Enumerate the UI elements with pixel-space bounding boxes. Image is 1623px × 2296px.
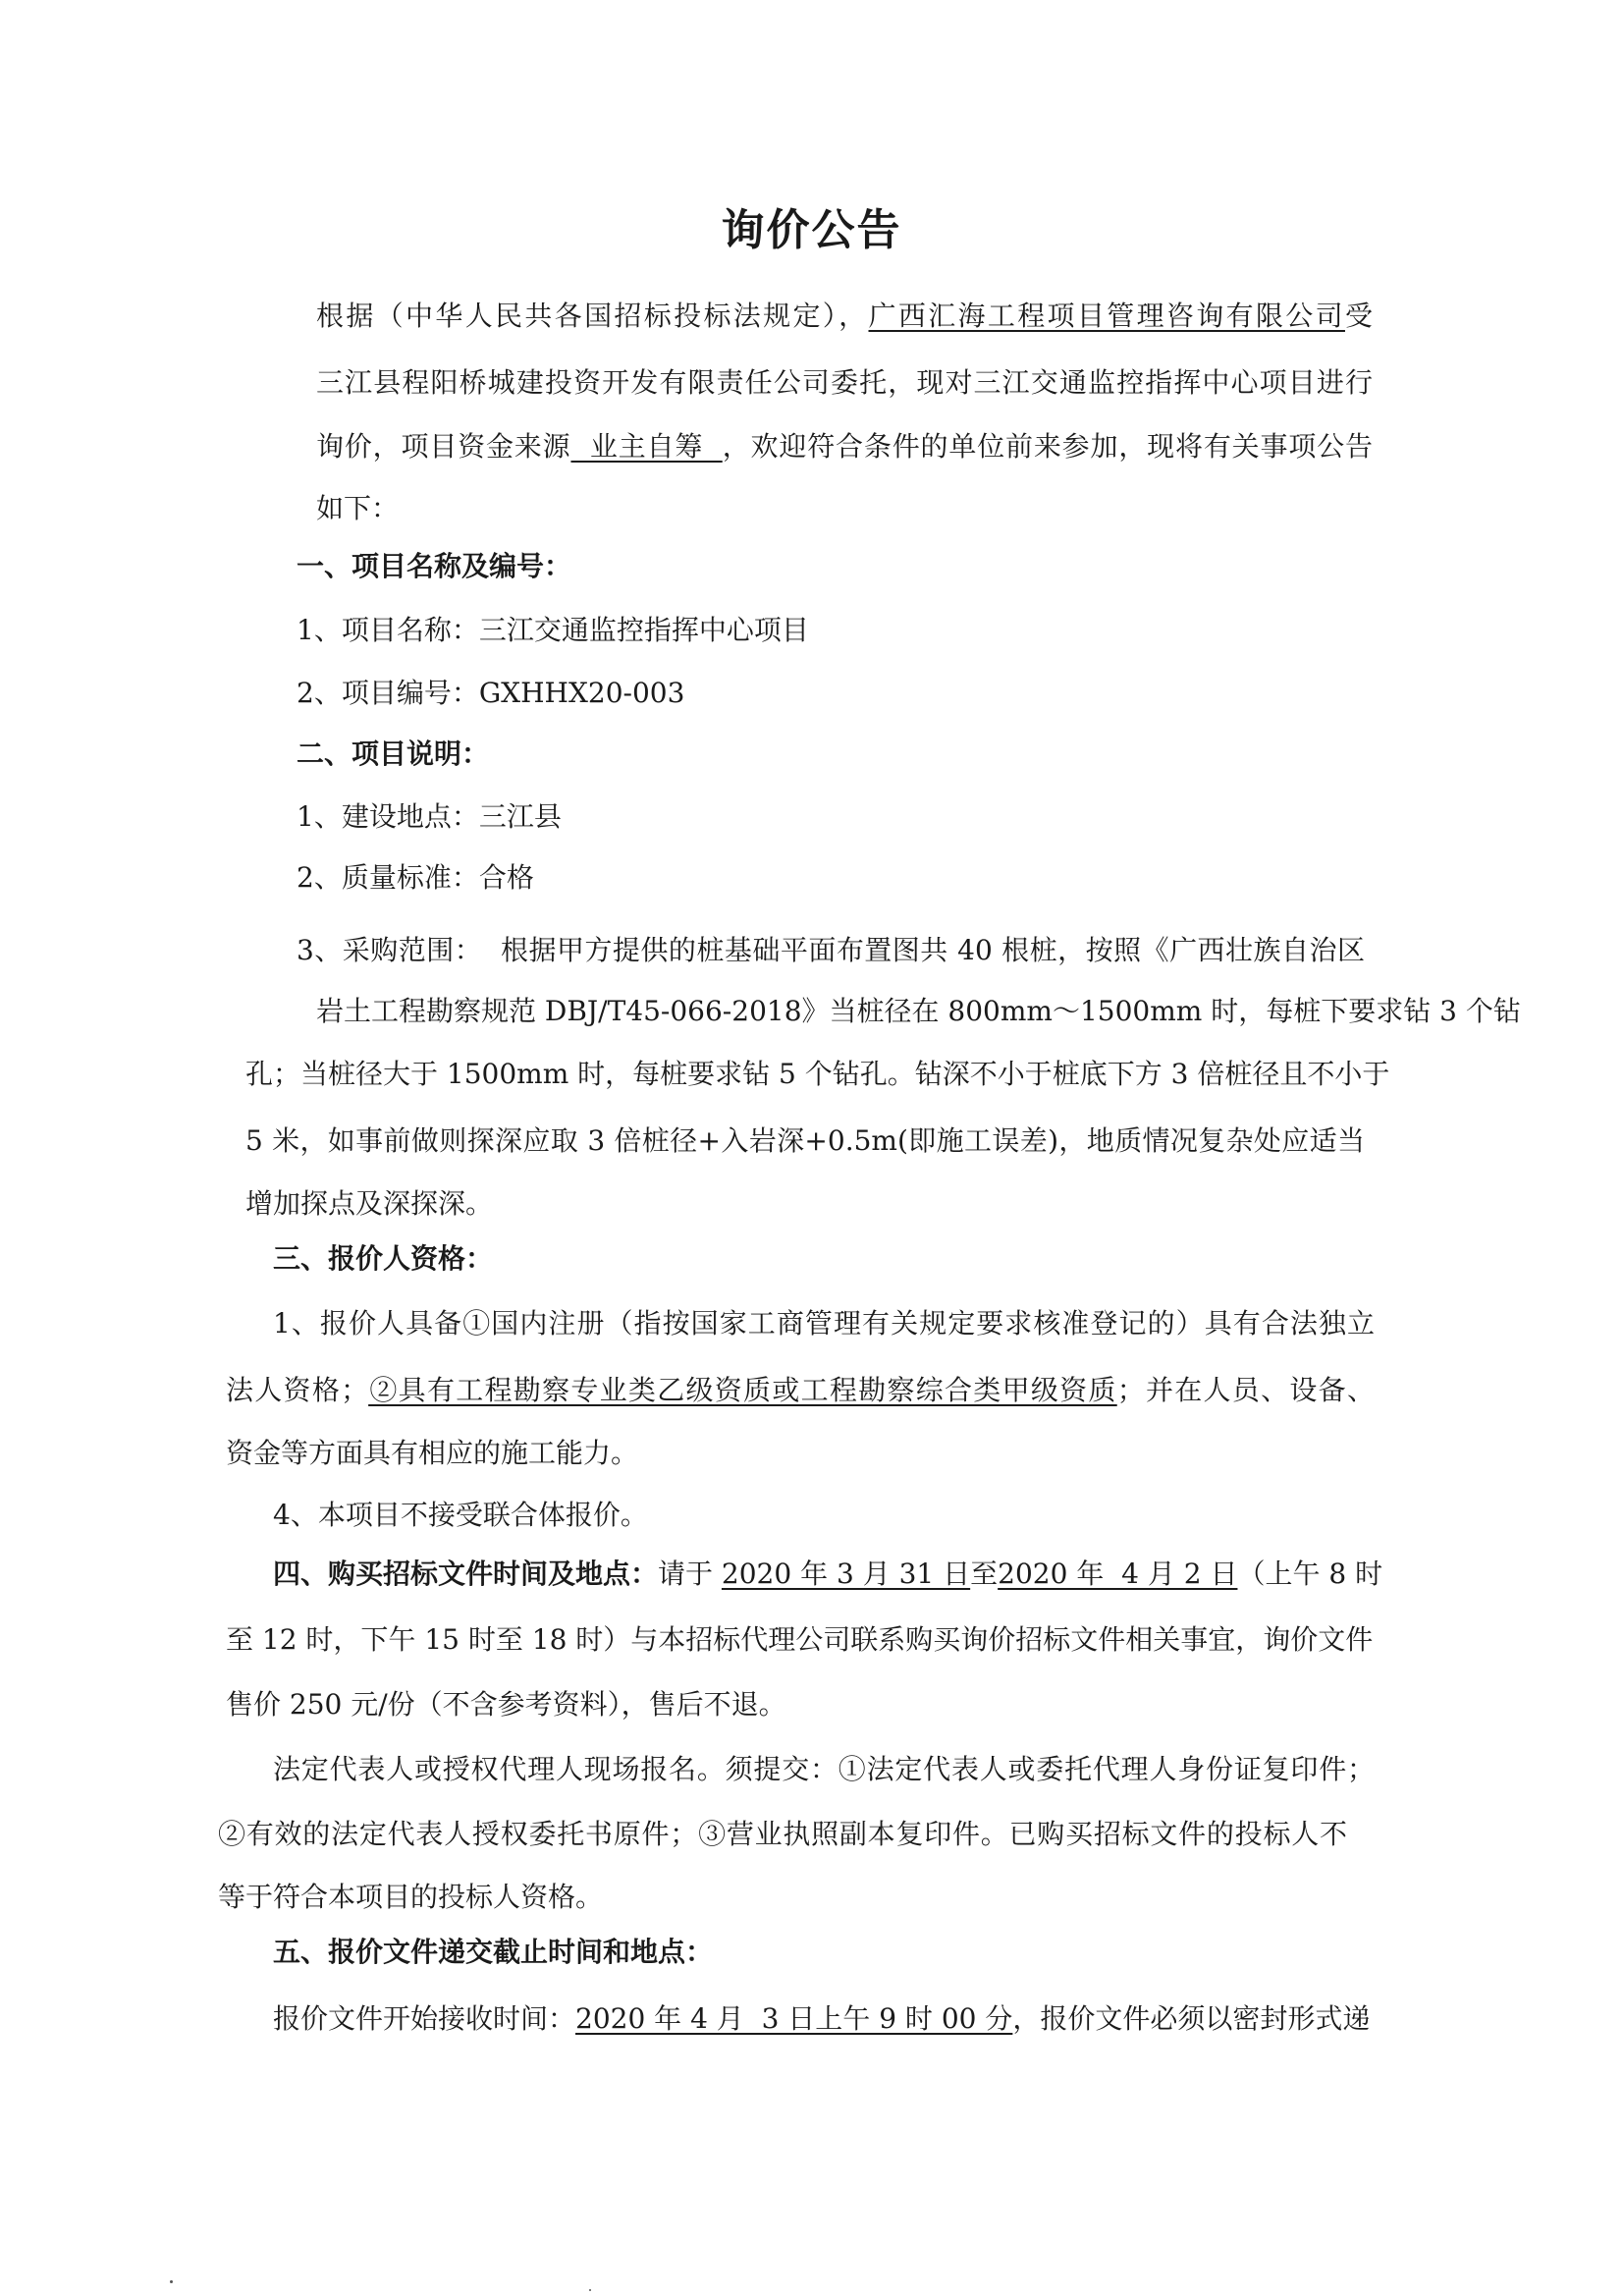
submission-text: 报价文件开始接收时间：: [273, 2002, 576, 2035]
section-5-heading: 五、报价文件递交截止时间和地点：: [273, 1936, 714, 1968]
qualification-text: 法人资格；: [226, 1374, 369, 1406]
qualification-text: ；并在人员、设备、: [1116, 1374, 1375, 1406]
section-2-heading: 二、项目说明：: [297, 738, 490, 770]
scope-line-3: 孔；当桩径大于 1500mm 时，每桩要求钻 5 个钻孔。钻深不小于桩底下方 3 倍桩径且不小于: [245, 1058, 1390, 1090]
scan-speck: [589, 2289, 591, 2291]
fund-source: 业主自筹: [570, 430, 723, 463]
intro-line-2: [316, 363, 1373, 403]
agency-name: 广西汇海工程项目管理咨询有限公司: [868, 300, 1345, 332]
purchase-line-1: [273, 1555, 1382, 1594]
project-code: 2、项目编号：GXHHX20-003: [297, 677, 685, 709]
intro-line-4: [316, 489, 399, 528]
qualification-line-3: 资金等方面具有相应的施工能力。: [226, 1437, 639, 1469]
scope-line-4: 5 米，如事前做则探深应取 3 倍桩径+入岩深+0.5m(即施工误差)，地质情况复杂处应适当: [245, 1124, 1365, 1157]
purchase-start-date: 2020 年 3 月 31 日: [721, 1558, 971, 1590]
section-3-heading: 三、报价人资格：: [273, 1242, 494, 1275]
purchase-text: 请于: [658, 1558, 722, 1590]
purchase-line-3: 售价 250 元/份（不含参考资料），售后不退。: [226, 1688, 786, 1721]
intro-text: 如下：: [316, 492, 400, 524]
scan-speck: [170, 2280, 173, 2283]
intro-line-3: [316, 427, 1373, 466]
intro-text: 受: [1344, 300, 1373, 332]
purchase-text: 至: [970, 1558, 999, 1590]
scope-line-2: 岩土工程勘察规范 DBJ/T45-066-2018》当桩径在 800mm～1500mm 时，每桩下要求钻 3 个钻: [316, 995, 1521, 1027]
qualification-level: ②具有工程勘察专业类乙级资质或工程勘察综合类甲级资质: [368, 1374, 1117, 1406]
intro-text: ，欢迎符合条件的单位前来参加，现将有关事项公告: [722, 430, 1373, 463]
qualification-line-1: 1、报价人具备①国内注册（指按国家工商管理有关规定要求核准登记的）具有合法独立: [273, 1307, 1375, 1339]
project-name: 1、项目名称：三江交通监控指挥中心项目: [297, 614, 809, 646]
section-1-heading: 一、项目名称及编号：: [297, 550, 572, 582]
purchase-line-2: 至 12 时，下午 15 时至 18 时）与本招标代理公司联系购买询价招标文件相关事宜，询价文件: [226, 1623, 1374, 1656]
intro-text: 根据（中华人民共各国招标投标法规定），: [316, 300, 869, 332]
submission-start-time: 2020 年 4 月 3 日上午 9 时 00 分: [575, 2002, 1013, 2035]
qualification-line-2: [226, 1371, 1375, 1410]
section-4-heading: 四、购买招标文件时间及地点：: [273, 1558, 659, 1590]
submission-line-1: [273, 1999, 1370, 2039]
page-title: 询价公告: [721, 205, 902, 255]
intro-text: 三江县程阳桥城建投资开发有限责任公司委托，现对三江交通监控指挥中心项目进行: [316, 366, 1373, 399]
quality-standard: 2、质量标准：合格: [297, 861, 534, 894]
registration-line-3: 等于符合本项目的投标人资格。: [218, 1881, 604, 1913]
intro-text: 询价，项目资金来源: [316, 430, 571, 463]
scope-line-5: 增加探点及深探深。: [245, 1187, 494, 1220]
purchase-text: （上午 8 时: [1237, 1558, 1383, 1590]
purchase-end-date: 2020 年 4 月 2 日: [998, 1558, 1238, 1590]
construction-location: 1、建设地点：三江县: [297, 800, 562, 833]
registration-line-2: ②有效的法定代表人授权委托书原件；③营业执照副本复印件。已购买招标文件的投标人不: [218, 1818, 1347, 1850]
submission-text: ，报价文件必须以密封形式递: [1012, 2002, 1371, 2035]
scope-line-1: 3、采购范围： 根据甲方提供的桩基础平面布置图共 40 根桩，按照《广西壮族自治区: [297, 934, 1365, 966]
no-consortium-note: 4、本项目不接受联合体报价。: [273, 1499, 648, 1531]
registration-line-1: 法定代表人或授权代理人现场报名。须提交：①法定代表人或委托代理人身份证复印件；: [273, 1753, 1375, 1785]
intro-line-1: [316, 297, 1373, 336]
